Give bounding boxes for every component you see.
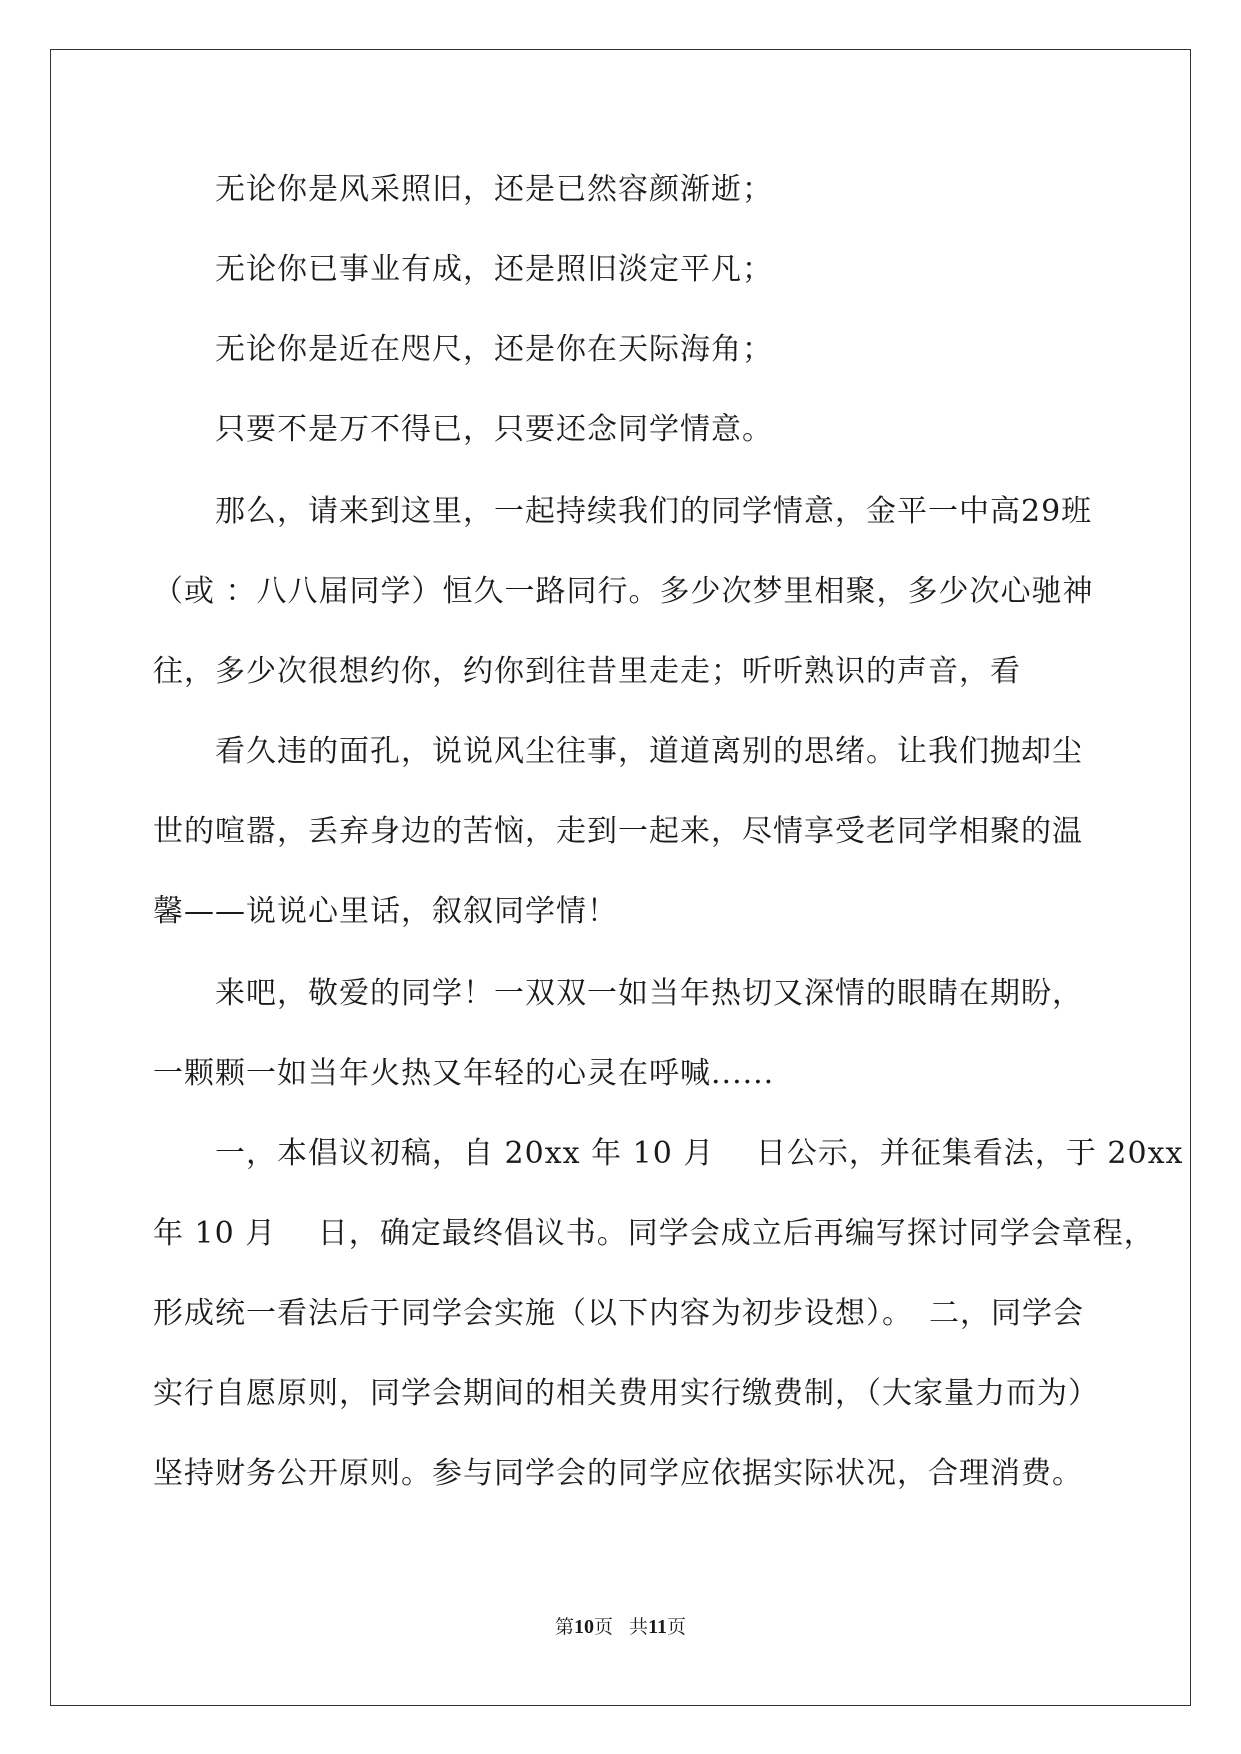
text-line: 无论你是风采照旧，还是已然容颜渐逝；	[215, 172, 773, 207]
text-line: 无论你已事业有成，还是照旧淡定平凡；	[215, 252, 773, 287]
page-footer	[0, 1615, 1241, 1639]
text-line: 无论你是近在咫尺，还是你在天际海角；	[215, 332, 773, 367]
total-pages-number: 11	[648, 1616, 667, 1638]
text-line: 年 10 月 日，确定最终倡议书。同学会成立后再编写探讨同学会章程，	[153, 1216, 1155, 1251]
footer-total-suffix: 页	[666, 1616, 686, 1638]
text-line: 来吧，敬爱的同学！一双双一如当年热切又深情的眼睛在期盼，	[215, 976, 1083, 1011]
footer-page-suffix: 页	[594, 1616, 614, 1638]
text-line: 往，多少次很想约你，约你到往昔里走走；听听熟识的声音，看	[153, 654, 1021, 689]
text-line: 一颗颗一如当年火热又年轻的心灵在呼喊......	[153, 1056, 775, 1091]
text-line: 坚持财务公开原则。参与同学会的同学应依据实际状况，合理消费。	[153, 1456, 1083, 1491]
text-line: 形成统一看法后于同学会实施（以下内容为初步设想）。 二，同学会	[153, 1296, 1084, 1331]
text-line: 只要不是万不得已，只要还念同学情意。	[215, 412, 773, 447]
text-line: 一，本倡议初稿，自 20xx 年 10 月 日公示，并征集看法，于 20xx	[215, 1136, 1184, 1171]
footer-prefix: 第	[555, 1616, 575, 1638]
text-line: 看久违的面孔，说说风尘往事，道道离别的思绪。让我们抛却尘	[215, 734, 1083, 769]
text-line: 馨——说说心里话，叙叙同学情！	[153, 894, 618, 929]
text-line: （或 ：八八届同学）恒久一路同行。多少次梦里相聚，多少次心驰神	[153, 574, 1094, 609]
text-line: 那么，请来到这里，一起持续我们的同学情意，金平一中高29班	[215, 494, 1093, 529]
text-line: 世的喧嚣，丢弃身边的苦恼，走到一起来，尽情享受老同学相聚的温	[153, 814, 1083, 849]
footer-total-prefix: 共	[629, 1616, 649, 1638]
current-page-number: 10	[574, 1616, 595, 1638]
text-line: 实行自愿原则，同学会期间的相关费用实行缴费制，（大家量力而为）	[153, 1376, 1099, 1411]
